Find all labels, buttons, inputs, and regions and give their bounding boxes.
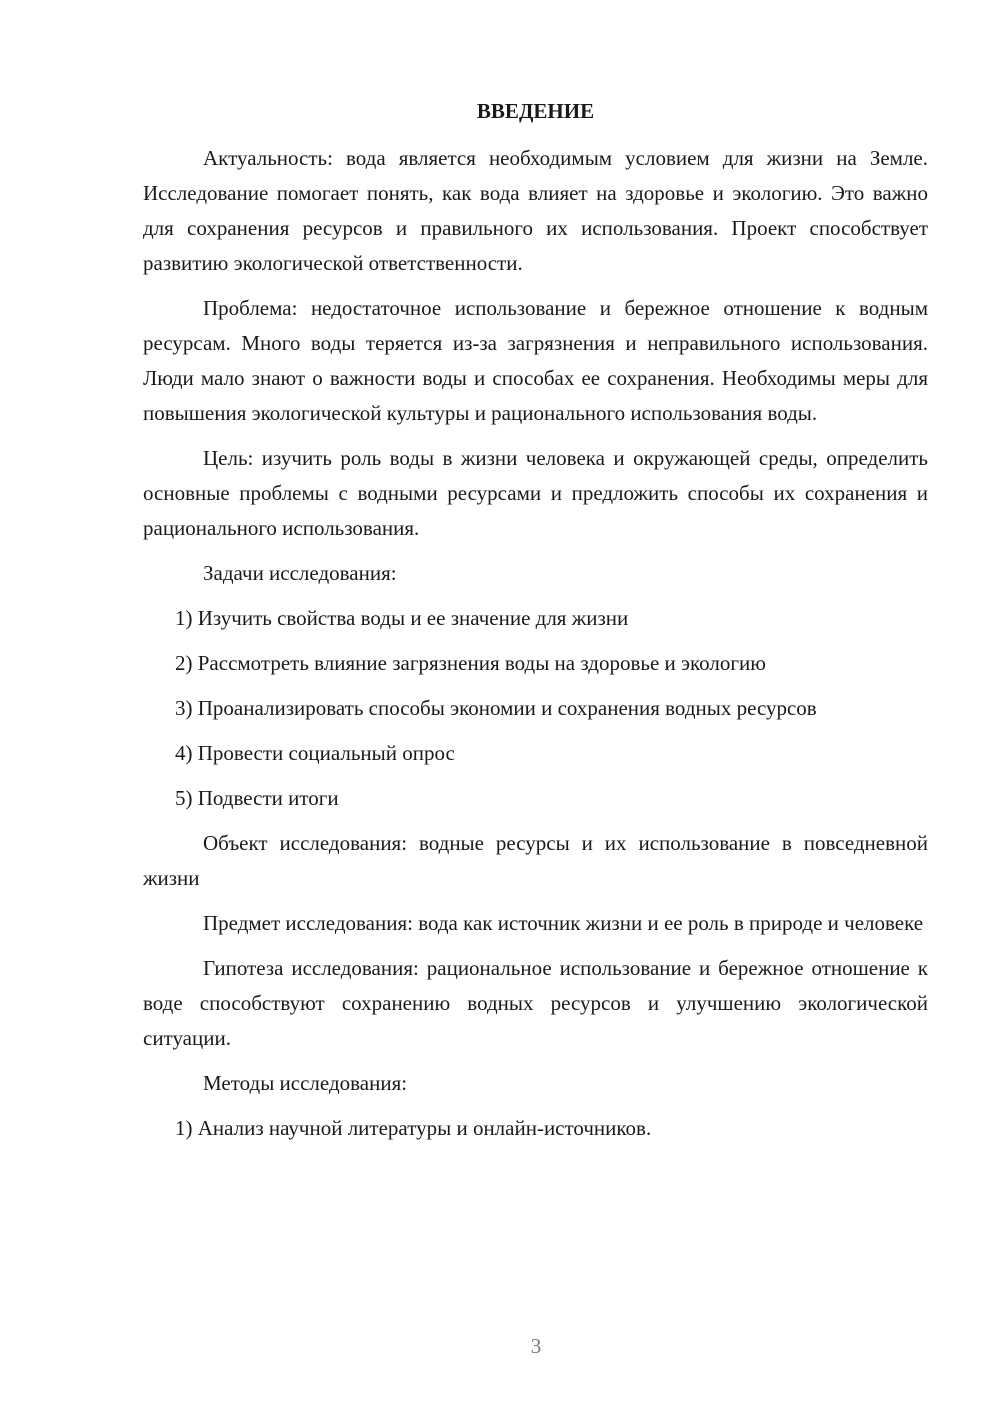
goal-paragraph: Цель: изучить роль воды в жизни человека и окружающей среды, определить основные проблемы с водными ресурсами и предложить способы их сохранения и рационального использования. (143, 446, 928, 540)
method-item-1: 1) Анализ научной литературы и онлайн-источников. (175, 1116, 652, 1140)
object-paragraph: Объект исследования: водные ресурсы и их использование в повседневной жизни (143, 831, 928, 890)
task-item-4: 4) Провести социальный опрос (175, 741, 455, 765)
tasks-heading: Задачи исследования: (203, 561, 397, 585)
page-title: ВВЕДЕНИЕ (476, 99, 595, 123)
task-item-1: 1) Изучить свойства воды и ее значение для жизни (175, 606, 629, 630)
methods-heading: Методы исследования: (203, 1071, 408, 1095)
hypothesis-paragraph: Гипотеза исследования: рациональное использование и бережное отношение к воде способствуют сохранению водных ресурсов и улучшению экологической ситуации. (143, 956, 928, 1050)
task-item-5: 5) Подвести итоги (175, 786, 339, 810)
page-number: 3 (530, 1334, 542, 1358)
document-body (143, 141, 928, 1156)
task-item-3: 3) Проанализировать способы экономии и сохранения водных ресурсов (175, 696, 817, 720)
problem-paragraph: Проблема: недостаточное использование и бережное отношение к водным ресурсам. Много воды теряется из-за загрязнения и неправильного использования. Люди мало знают о важности воды и способах ее сохранения. Необходимы меры для повышения экологической культуры и рационального использования воды. (143, 296, 928, 425)
relevance-paragraph: Актуальность: вода является необходимым условием для жизни на Земле. Исследование помогает понять, как вода влияет на здоровье и экологию. Это важно для сохранения ресурсов и правильного их использования. Проект способствует развитию экологической ответственности. (143, 146, 928, 275)
subject-paragraph: Предмет исследования: вода как источник жизни и ее роль в природе и человеке (203, 911, 924, 935)
task-item-2: 2) Рассмотреть влияние загрязнения воды на здоровье и экологию (175, 651, 766, 675)
